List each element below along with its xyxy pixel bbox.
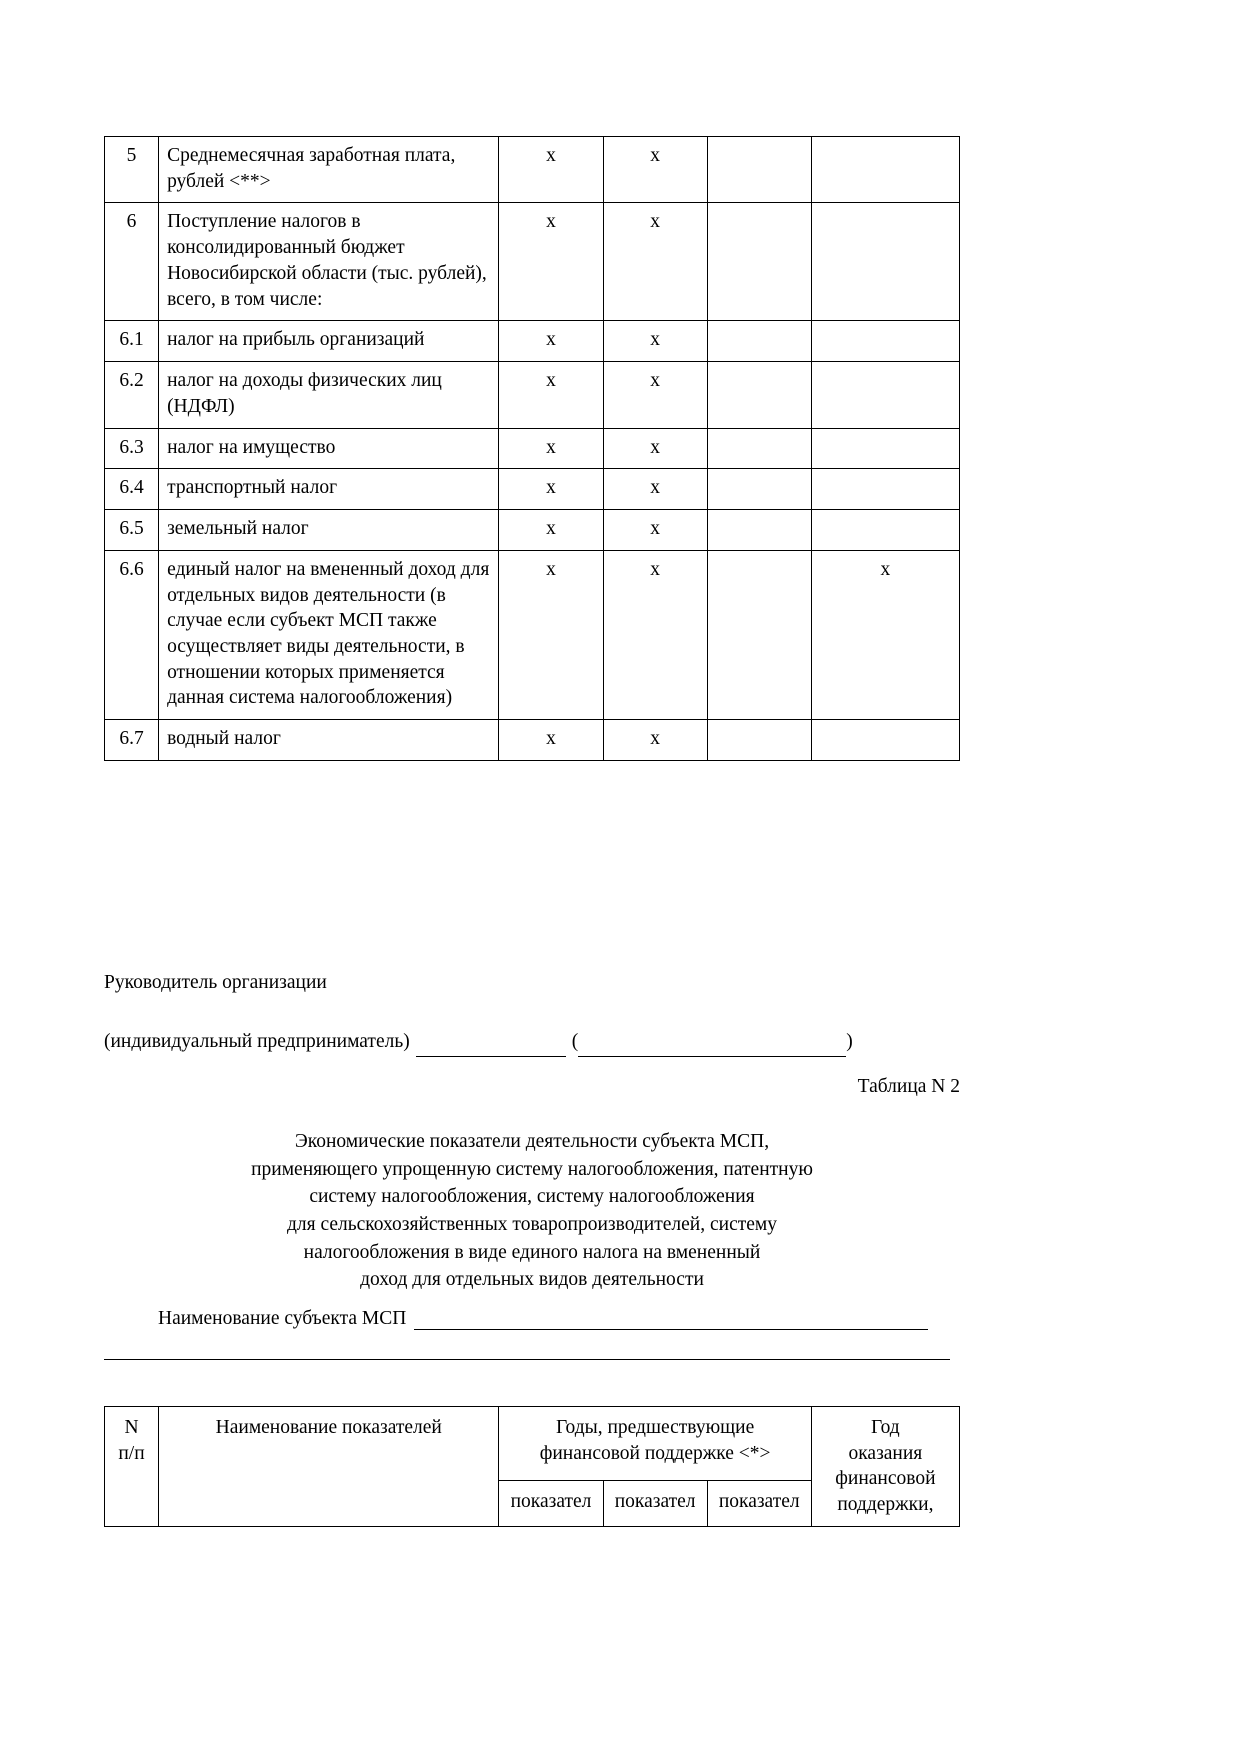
title-line-5: налогообложения в виде единого налога на вмененный bbox=[303, 1241, 761, 1263]
row-indicator-name: единый налог на вмененный доход для отдельных видов деятельности (в случае если субъект МСП также осуществляет виды деятельности, в отношении которых применяется данная система налогообложения) bbox=[159, 550, 499, 719]
row-number: 6 bbox=[105, 203, 159, 321]
row-cell-year3 bbox=[707, 428, 811, 469]
row-cell-year1: x bbox=[499, 510, 603, 551]
row-cell-year3 bbox=[707, 720, 811, 761]
subject-name-label: Наименование субъекта МСП bbox=[158, 1308, 407, 1329]
row-cell-year1: x bbox=[499, 362, 603, 428]
row-number: 6.7 bbox=[105, 720, 159, 761]
subheader-year2: показател bbox=[603, 1480, 707, 1526]
row-cell-support-year bbox=[811, 720, 959, 761]
row-number: 6.1 bbox=[105, 321, 159, 362]
row-cell-support-year bbox=[811, 203, 959, 321]
header-number-column bbox=[105, 1407, 159, 1527]
economic-indicators-table-two bbox=[104, 1406, 960, 1527]
row-cell-support-year bbox=[811, 510, 959, 551]
table-row bbox=[105, 720, 960, 761]
subject-name-input-line[interactable] bbox=[414, 1310, 928, 1330]
title-line-6: доход для отдельных видов деятельности bbox=[360, 1269, 704, 1291]
signature-blank-line[interactable] bbox=[416, 1037, 566, 1057]
row-cell-year1: x bbox=[499, 428, 603, 469]
header-years-line1: Годы, предшествующие bbox=[555, 1417, 755, 1438]
subheader-year1: показател bbox=[499, 1480, 603, 1526]
row-number: 5 bbox=[105, 137, 159, 203]
row-number: 6.2 bbox=[105, 362, 159, 428]
title-line-4: для сельскохозяйственных товаропроизводителей, систему bbox=[286, 1214, 778, 1236]
row-indicator-name: налог на доходы физических лиц (НДФЛ) bbox=[159, 362, 499, 428]
table-row bbox=[105, 428, 960, 469]
header-preceding-years-group bbox=[499, 1407, 811, 1481]
subject-name-row bbox=[158, 1308, 984, 1330]
subheader-year3: показател bbox=[707, 1480, 811, 1526]
economic-indicators-table-continued bbox=[104, 136, 960, 761]
row-cell-year1: x bbox=[499, 321, 603, 362]
header-years-line2: финансовой поддержке <*> bbox=[539, 1442, 771, 1464]
table-two-container bbox=[104, 1406, 960, 1527]
row-cell-year2: x bbox=[603, 550, 707, 719]
row-cell-year1: x bbox=[499, 203, 603, 321]
header-year-line1: Год bbox=[871, 1417, 900, 1438]
row-number: 6.5 bbox=[105, 510, 159, 551]
signature-name-blank-line[interactable] bbox=[578, 1037, 846, 1057]
row-cell-support-year bbox=[811, 469, 959, 510]
header-year-line3: финансовой bbox=[835, 1468, 936, 1490]
signature-role-parenthetical: (индивидуальный предприниматель) bbox=[104, 1031, 410, 1053]
table-row bbox=[105, 362, 960, 428]
title-line-3: систему налогообложения, систему налогообложения bbox=[309, 1186, 755, 1208]
signature-role-line: Руководитель организации bbox=[104, 972, 327, 993]
table-two-label: Таблица N 2 bbox=[857, 1076, 960, 1097]
header-indicator-name-column: Наименование показателей bbox=[159, 1407, 499, 1527]
row-cell-year3 bbox=[707, 321, 811, 362]
table-row bbox=[105, 203, 960, 321]
row-cell-support-year bbox=[811, 321, 959, 362]
table-row bbox=[105, 469, 960, 510]
row-cell-year3 bbox=[707, 510, 811, 551]
signature-entry-line bbox=[104, 1027, 984, 1056]
subject-name-input-line-2[interactable] bbox=[104, 1358, 950, 1360]
signature-paren-close: ) bbox=[846, 1031, 853, 1053]
row-cell-year3 bbox=[707, 137, 811, 203]
subject-name-block bbox=[104, 1308, 984, 1360]
table-one-container bbox=[104, 136, 960, 761]
row-cell-year2: x bbox=[603, 469, 707, 510]
row-indicator-name: Среднемесячная заработная плата, рублей <**> bbox=[159, 137, 499, 203]
row-cell-year1: x bbox=[499, 550, 603, 719]
header-number-line2: п/п bbox=[118, 1442, 145, 1464]
row-cell-year1: x bbox=[499, 137, 603, 203]
row-cell-year3 bbox=[707, 362, 811, 428]
row-number: 6.4 bbox=[105, 469, 159, 510]
row-number: 6.3 bbox=[105, 428, 159, 469]
title-line-2: применяющего упрощенную систему налогообложения, патентную bbox=[251, 1158, 813, 1180]
row-cell-year2: x bbox=[603, 720, 707, 761]
row-indicator-name: налог на прибыль организаций bbox=[159, 321, 499, 362]
header-year-line2: оказания bbox=[848, 1442, 923, 1464]
table-two-header-row bbox=[105, 1407, 960, 1481]
row-indicator-name: водный налог bbox=[159, 720, 499, 761]
row-indicator-name: налог на имущество bbox=[159, 428, 499, 469]
title-line-1: Экономические показатели деятельности субъекта МСП, bbox=[294, 1131, 770, 1152]
table-two-title bbox=[104, 1128, 960, 1294]
row-cell-year3 bbox=[707, 550, 811, 719]
row-cell-support-year: x bbox=[811, 550, 959, 719]
row-indicator-name: транспортный налог bbox=[159, 469, 499, 510]
row-cell-year3 bbox=[707, 203, 811, 321]
table-row bbox=[105, 137, 960, 203]
header-year-line4: поддержки, bbox=[837, 1494, 934, 1516]
row-cell-year3 bbox=[707, 469, 811, 510]
header-number-line1: N bbox=[124, 1417, 139, 1438]
row-indicator-name: Поступление налогов в консолидированный бюджет Новосибирской области (тыс. рублей), всего, в том числе: bbox=[159, 203, 499, 321]
signature-block bbox=[104, 968, 984, 1057]
row-cell-support-year bbox=[811, 428, 959, 469]
row-cell-year2: x bbox=[603, 321, 707, 362]
table-row bbox=[105, 510, 960, 551]
row-cell-year2: x bbox=[603, 428, 707, 469]
row-cell-year1: x bbox=[499, 469, 603, 510]
row-cell-support-year bbox=[811, 137, 959, 203]
header-support-year-column bbox=[811, 1407, 959, 1527]
row-cell-year2: x bbox=[603, 137, 707, 203]
row-cell-year1: x bbox=[499, 720, 603, 761]
row-cell-year2: x bbox=[603, 510, 707, 551]
row-indicator-name: земельный налог bbox=[159, 510, 499, 551]
signature-paren-open: ( bbox=[571, 1031, 579, 1053]
subject-name-row-continued bbox=[104, 1358, 984, 1360]
table-row bbox=[105, 321, 960, 362]
table-row bbox=[105, 550, 960, 719]
row-number: 6.6 bbox=[105, 550, 159, 719]
row-cell-year2: x bbox=[603, 203, 707, 321]
row-cell-year2: x bbox=[603, 362, 707, 428]
row-cell-support-year bbox=[811, 362, 959, 428]
